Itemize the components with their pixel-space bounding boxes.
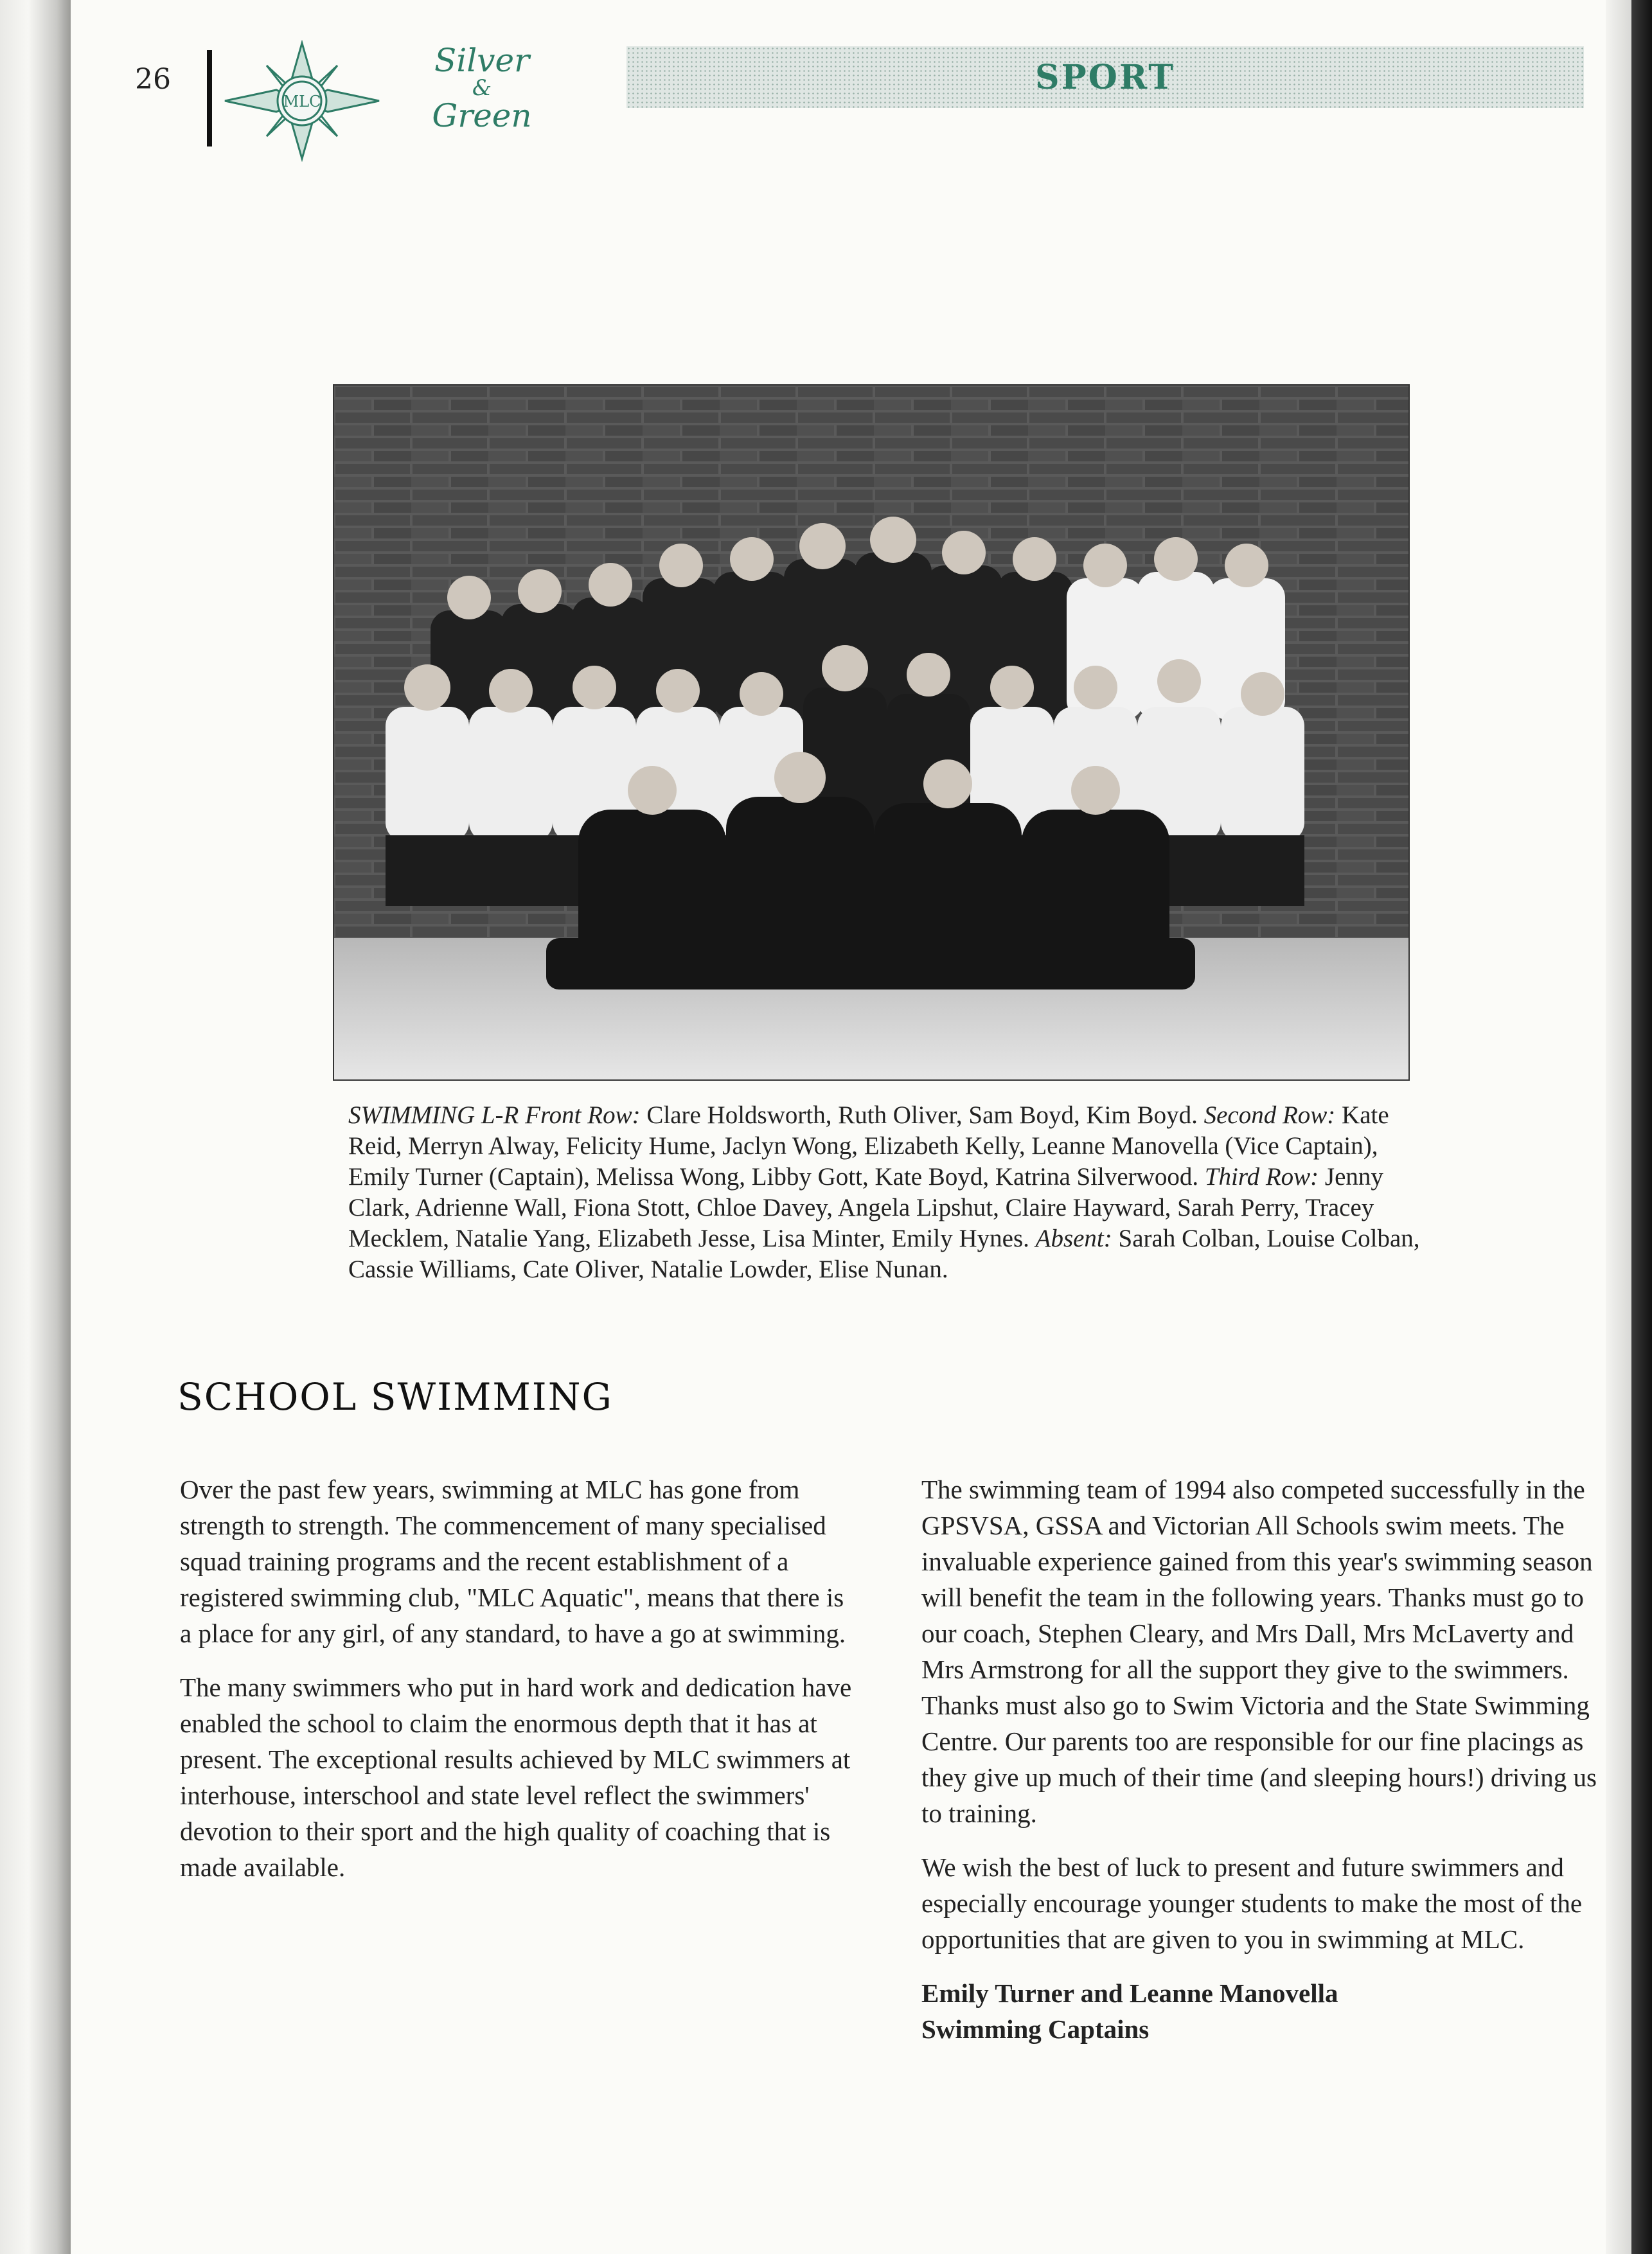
caption-second-row: Kate Reid, Merryn Alway, Felicity Hume, Jaclyn Wong, Elizabeth Kelly, Leanne Manovella (Vice Captain), Emily Turner (Captain), Melissa Wong, Libby Gott, Kate Boyd, Katrina Silverwood.: [348, 1101, 1389, 1191]
page-edge-light: [1606, 0, 1631, 2254]
article-paragraph: The many swimmers who put in hard work and dedication have enabled the school to claim the enormous depth that it has at present. The exceptional results achieved by MLC swimmers at interhouse, interschool and state level reflect the swimmers' devotion to their sport and the high quality of coaching that is made available.: [180, 1673, 852, 1882]
brand-line1: Silver: [434, 42, 529, 79]
article-title: SCHOOL SWIMMING: [177, 1375, 613, 1419]
logo-letters: MLC: [283, 93, 321, 111]
brand-line2: Green: [432, 97, 532, 134]
section-banner-label: SPORT: [1035, 57, 1175, 97]
caption-second-row-label: Second Row:: [1203, 1101, 1336, 1129]
article-right-column: [921, 1471, 1603, 2047]
page-binding-edge: [0, 0, 71, 2254]
section-banner: [626, 46, 1584, 108]
brand-title: [424, 42, 540, 134]
article-paragraph: We wish the best of luck to present and future swimmers and especially encourage younger students to make the most of the opportunities that are given to you in swimming at MLC.: [921, 1852, 1583, 1954]
header-divider: [207, 50, 212, 146]
caption-absent: Sarah Colban, Louise Colban, Cassie Williams, Cate Oliver, Natalie Lowder, Elise Nunan.: [348, 1225, 1420, 1283]
caption-front-row: Clare Holdsworth, Ruth Oliver, Sam Boyd, Kim Boyd.: [646, 1101, 1198, 1129]
page-edge-dark: [1631, 0, 1652, 2254]
article-paragraph: Over the past few years, swimming at MLC has gone from strength to strength. The commencement of many specialised squad training programs and the recent establishment of a registered swimming club, "MLC Aquatic", means that there is a place for any girl, of any standard, to have a go at swimming.: [180, 1475, 846, 1648]
caption-heading: SWIMMING L-R: [348, 1101, 519, 1129]
signature-role: Swimming Captains: [921, 2014, 1150, 2044]
caption-absent-label: Absent:: [1035, 1225, 1112, 1252]
caption-third-row: Jenny Clark, Adrienne Wall, Fiona Stott, Chloe Davey, Angela Lipshut, Claire Hayward, Sarah Perry, Tracey Mecklem, Natalie Yang, Elizabeth Jesse, Lisa Minter, Emily Hynes.: [348, 1163, 1383, 1252]
article-paragraph: The swimming team of 1994 also competed successfully in the GPSVSA, GSSA and Victorian All Schools swim meets. The invaluable experience gained from this year's swimming season will benefit the team in the following years. Thanks must go to our coach, Stephen Cleary, and Mrs Dall, Mrs McLaverty and Mrs Armstrong for all the support they give to the swimmers. Thanks must also go to Swim Victoria and the State Swimming Centre. Our parents too are responsible for our fine placings as they give up much of their time (and sleeping hours!) driving us to training.: [921, 1475, 1597, 1828]
photo-caption: [348, 1100, 1441, 1285]
team-photo: [333, 384, 1410, 1081]
caption-third-row-label: Third Row:: [1204, 1163, 1319, 1191]
signature-names: Emily Turner and Leanne Manovella: [921, 1978, 1338, 2008]
article-left-column: [180, 1471, 861, 1903]
article-signature: [921, 1975, 1603, 2047]
compass-logo-icon: [222, 40, 382, 162]
page-number: 26: [135, 63, 171, 96]
brand-amp: &: [472, 75, 492, 101]
caption-front-row-label: Front Row:: [525, 1101, 641, 1129]
